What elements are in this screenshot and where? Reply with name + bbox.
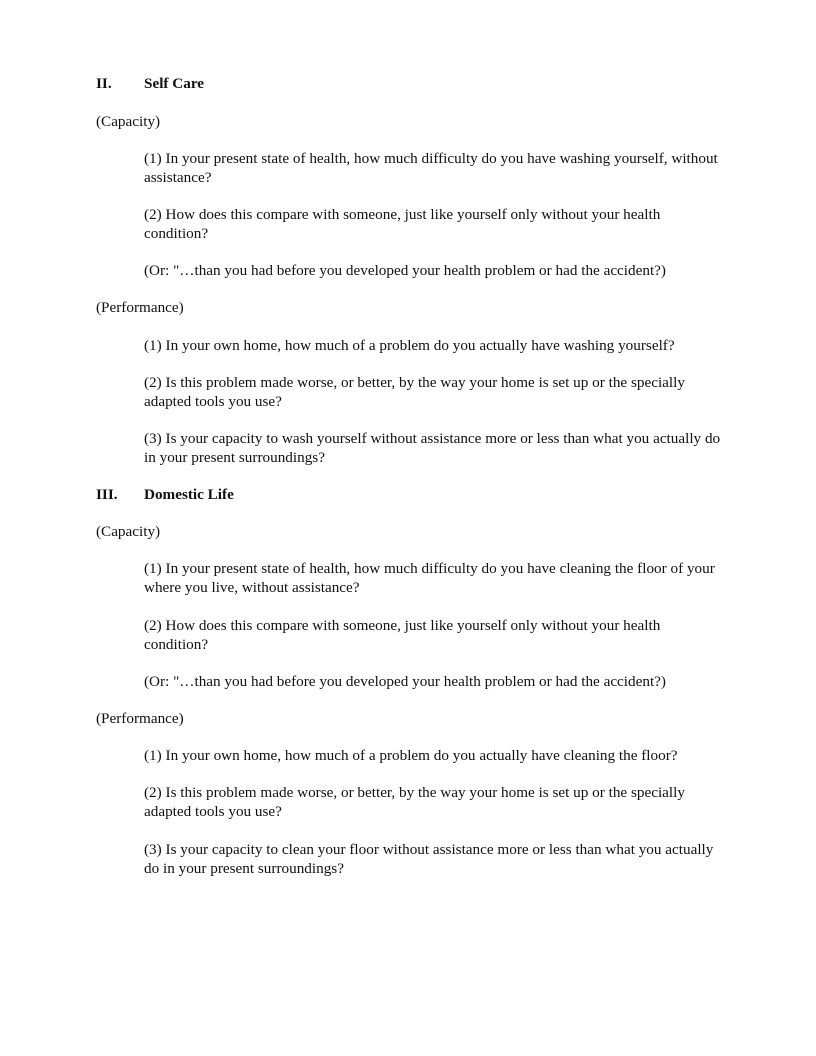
- performance-label: (Performance): [96, 710, 184, 727]
- section-number: III.: [96, 486, 118, 503]
- performance-question-1: (1) In your own home, how much of a problem do you actually have washing yourself?: [144, 337, 675, 354]
- section-number: II.: [96, 75, 112, 92]
- section-title: Domestic Life: [144, 486, 234, 503]
- performance-question-1: (1) In your own home, how much of a problem do you actually have cleaning the floor?: [144, 747, 678, 764]
- section-heading-domestic-life: [96, 486, 234, 504]
- performance-label: (Performance): [96, 299, 184, 316]
- capacity-question-alt: (Or: "…than you had before you developed your health problem or had the accident?): [144, 262, 666, 279]
- performance-question-2: (2) Is this problem made worse, or better, by the way your home is set up or the specially adapted tools you use?: [144, 374, 685, 410]
- performance-question-3: (3) Is your capacity to wash yourself without assistance more or less than what you actually do in your present surroundings?: [144, 430, 721, 466]
- section-title: Self Care: [144, 75, 205, 92]
- capacity-question-2: (2) How does this compare with someone, just like yourself only without your health condition?: [144, 617, 661, 653]
- capacity-label: (Capacity): [96, 113, 161, 130]
- capacity-question-2: (2) How does this compare with someone, just like yourself only without your health condition?: [144, 206, 661, 242]
- performance-question-3: (3) Is your capacity to clean your floor without assistance more or less than what you actually do in your present surroundings?: [144, 841, 714, 877]
- capacity-question-1: (1) In your present state of health, how much difficulty do you have washing yourself, without assistance?: [144, 150, 718, 186]
- capacity-question-1: (1) In your present state of health, how much difficulty do you have cleaning the floor of your where you live, without assistance?: [144, 560, 715, 596]
- performance-question-2: (2) Is this problem made worse, or better, by the way your home is set up or the specially adapted tools you use?: [144, 784, 685, 820]
- section-heading-self-care: [96, 75, 204, 93]
- capacity-question-alt: (Or: "…than you had before you developed your health problem or had the accident?): [144, 673, 666, 690]
- capacity-label: (Capacity): [96, 523, 161, 540]
